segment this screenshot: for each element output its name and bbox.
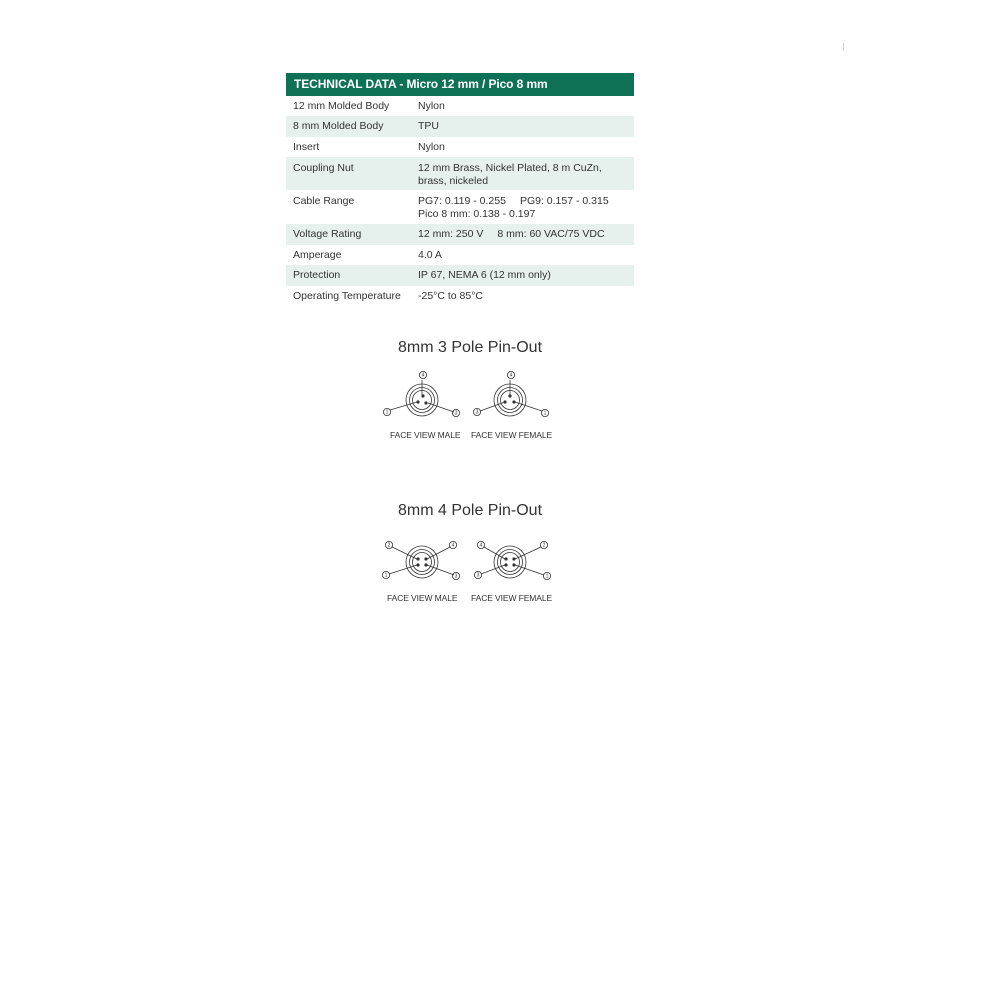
- technical-data-heading: TECHNICAL DATA - Micro 12 mm / Pico 8 mm: [286, 73, 634, 96]
- row-label: Coupling Nut: [293, 162, 354, 174]
- pin-markers: [383, 371, 548, 416]
- row-value: IP 67, NEMA 6 (12 mm only): [418, 269, 551, 281]
- pin-number: 4: [479, 542, 483, 549]
- pin-number: 2: [387, 542, 391, 549]
- pinout-3-pole-title: 8mm 3 Pole Pin-Out: [397, 339, 543, 356]
- pin-number: 3: [475, 409, 479, 416]
- row-value-line: 12 mm Brass, Nickel Plated, 8 m CuZn,: [418, 162, 602, 174]
- pg9-range: PG9: 0.157 - 0.315: [519, 195, 609, 207]
- row-value: -25°C to 85°C: [418, 290, 484, 302]
- row-label: 12 mm Molded Body: [293, 100, 390, 112]
- pin-number: 3: [454, 410, 458, 417]
- pinout-4-pole-title: 8mm 4 Pole Pin-Out: [397, 502, 543, 519]
- row-value: [418, 228, 634, 245]
- row-label: 8 mm Molded Body: [293, 120, 384, 132]
- connector-male-3pole: [390, 380, 454, 416]
- face-view-male-label: FACE VIEW MALE: [390, 430, 461, 440]
- table-row: [286, 96, 634, 116]
- face-view-female-label: FACE VIEW FEMALE: [471, 430, 553, 440]
- row-value-line: brass, nickeled: [418, 175, 489, 187]
- technical-data-table: [286, 73, 634, 307]
- voltage-12mm: 12 mm: 250 V: [418, 228, 484, 240]
- row-label: Cable Range: [293, 195, 355, 207]
- table-row: [286, 245, 634, 265]
- pin-number: 1: [545, 573, 549, 580]
- pin-number: 4: [451, 542, 455, 549]
- row-value: [418, 195, 634, 224]
- pinout-3-pole-diagram: [378, 368, 568, 428]
- row-label: Operating Temperature: [293, 290, 401, 302]
- face-view-female-label: FACE VIEW FEMALE: [471, 593, 553, 603]
- row-value: 4.0 A: [418, 249, 442, 261]
- table-row: [286, 137, 634, 157]
- row-label: Voltage Rating: [293, 228, 362, 240]
- row-value-line: Pico 8 mm: 0.138 - 0.197: [418, 208, 536, 220]
- pin-number: 2: [542, 542, 546, 549]
- row-value: Nylon: [418, 100, 445, 112]
- row-value: [418, 162, 634, 190]
- page-tick-mark: [843, 43, 844, 51]
- pin-number: 1: [384, 572, 388, 579]
- row-label: Amperage: [293, 249, 342, 261]
- pin-markers: [382, 541, 550, 579]
- voltage-8mm: 8 mm: 60 VAC/75 VDC: [497, 228, 605, 240]
- table-row: [286, 157, 634, 190]
- pg7-range: PG7: 0.119 - 0.255: [418, 195, 506, 207]
- pin-number: 3: [476, 572, 480, 579]
- pin-number: 4: [509, 372, 513, 379]
- row-label: Protection: [293, 269, 341, 281]
- pin-number: 1: [385, 409, 389, 416]
- pin-number: 4: [421, 372, 425, 379]
- table-row: [286, 116, 634, 137]
- table-row: [286, 224, 634, 245]
- pin-number: 3: [454, 573, 458, 580]
- connector-female-3pole: [480, 380, 542, 416]
- connector-male-4pole: [389, 546, 454, 578]
- connector-female-4pole: [481, 546, 544, 578]
- table-row: [286, 190, 634, 224]
- table-row: [286, 265, 634, 286]
- pinout-4-pole-diagram: [378, 533, 568, 593]
- row-value-line: [418, 195, 634, 208]
- face-view-male-label: FACE VIEW MALE: [387, 593, 458, 603]
- row-label: Insert: [293, 141, 320, 153]
- table-row: [286, 286, 634, 307]
- pin-number: 1: [543, 410, 547, 417]
- row-value: TPU: [418, 120, 439, 132]
- row-value: Nylon: [418, 141, 445, 153]
